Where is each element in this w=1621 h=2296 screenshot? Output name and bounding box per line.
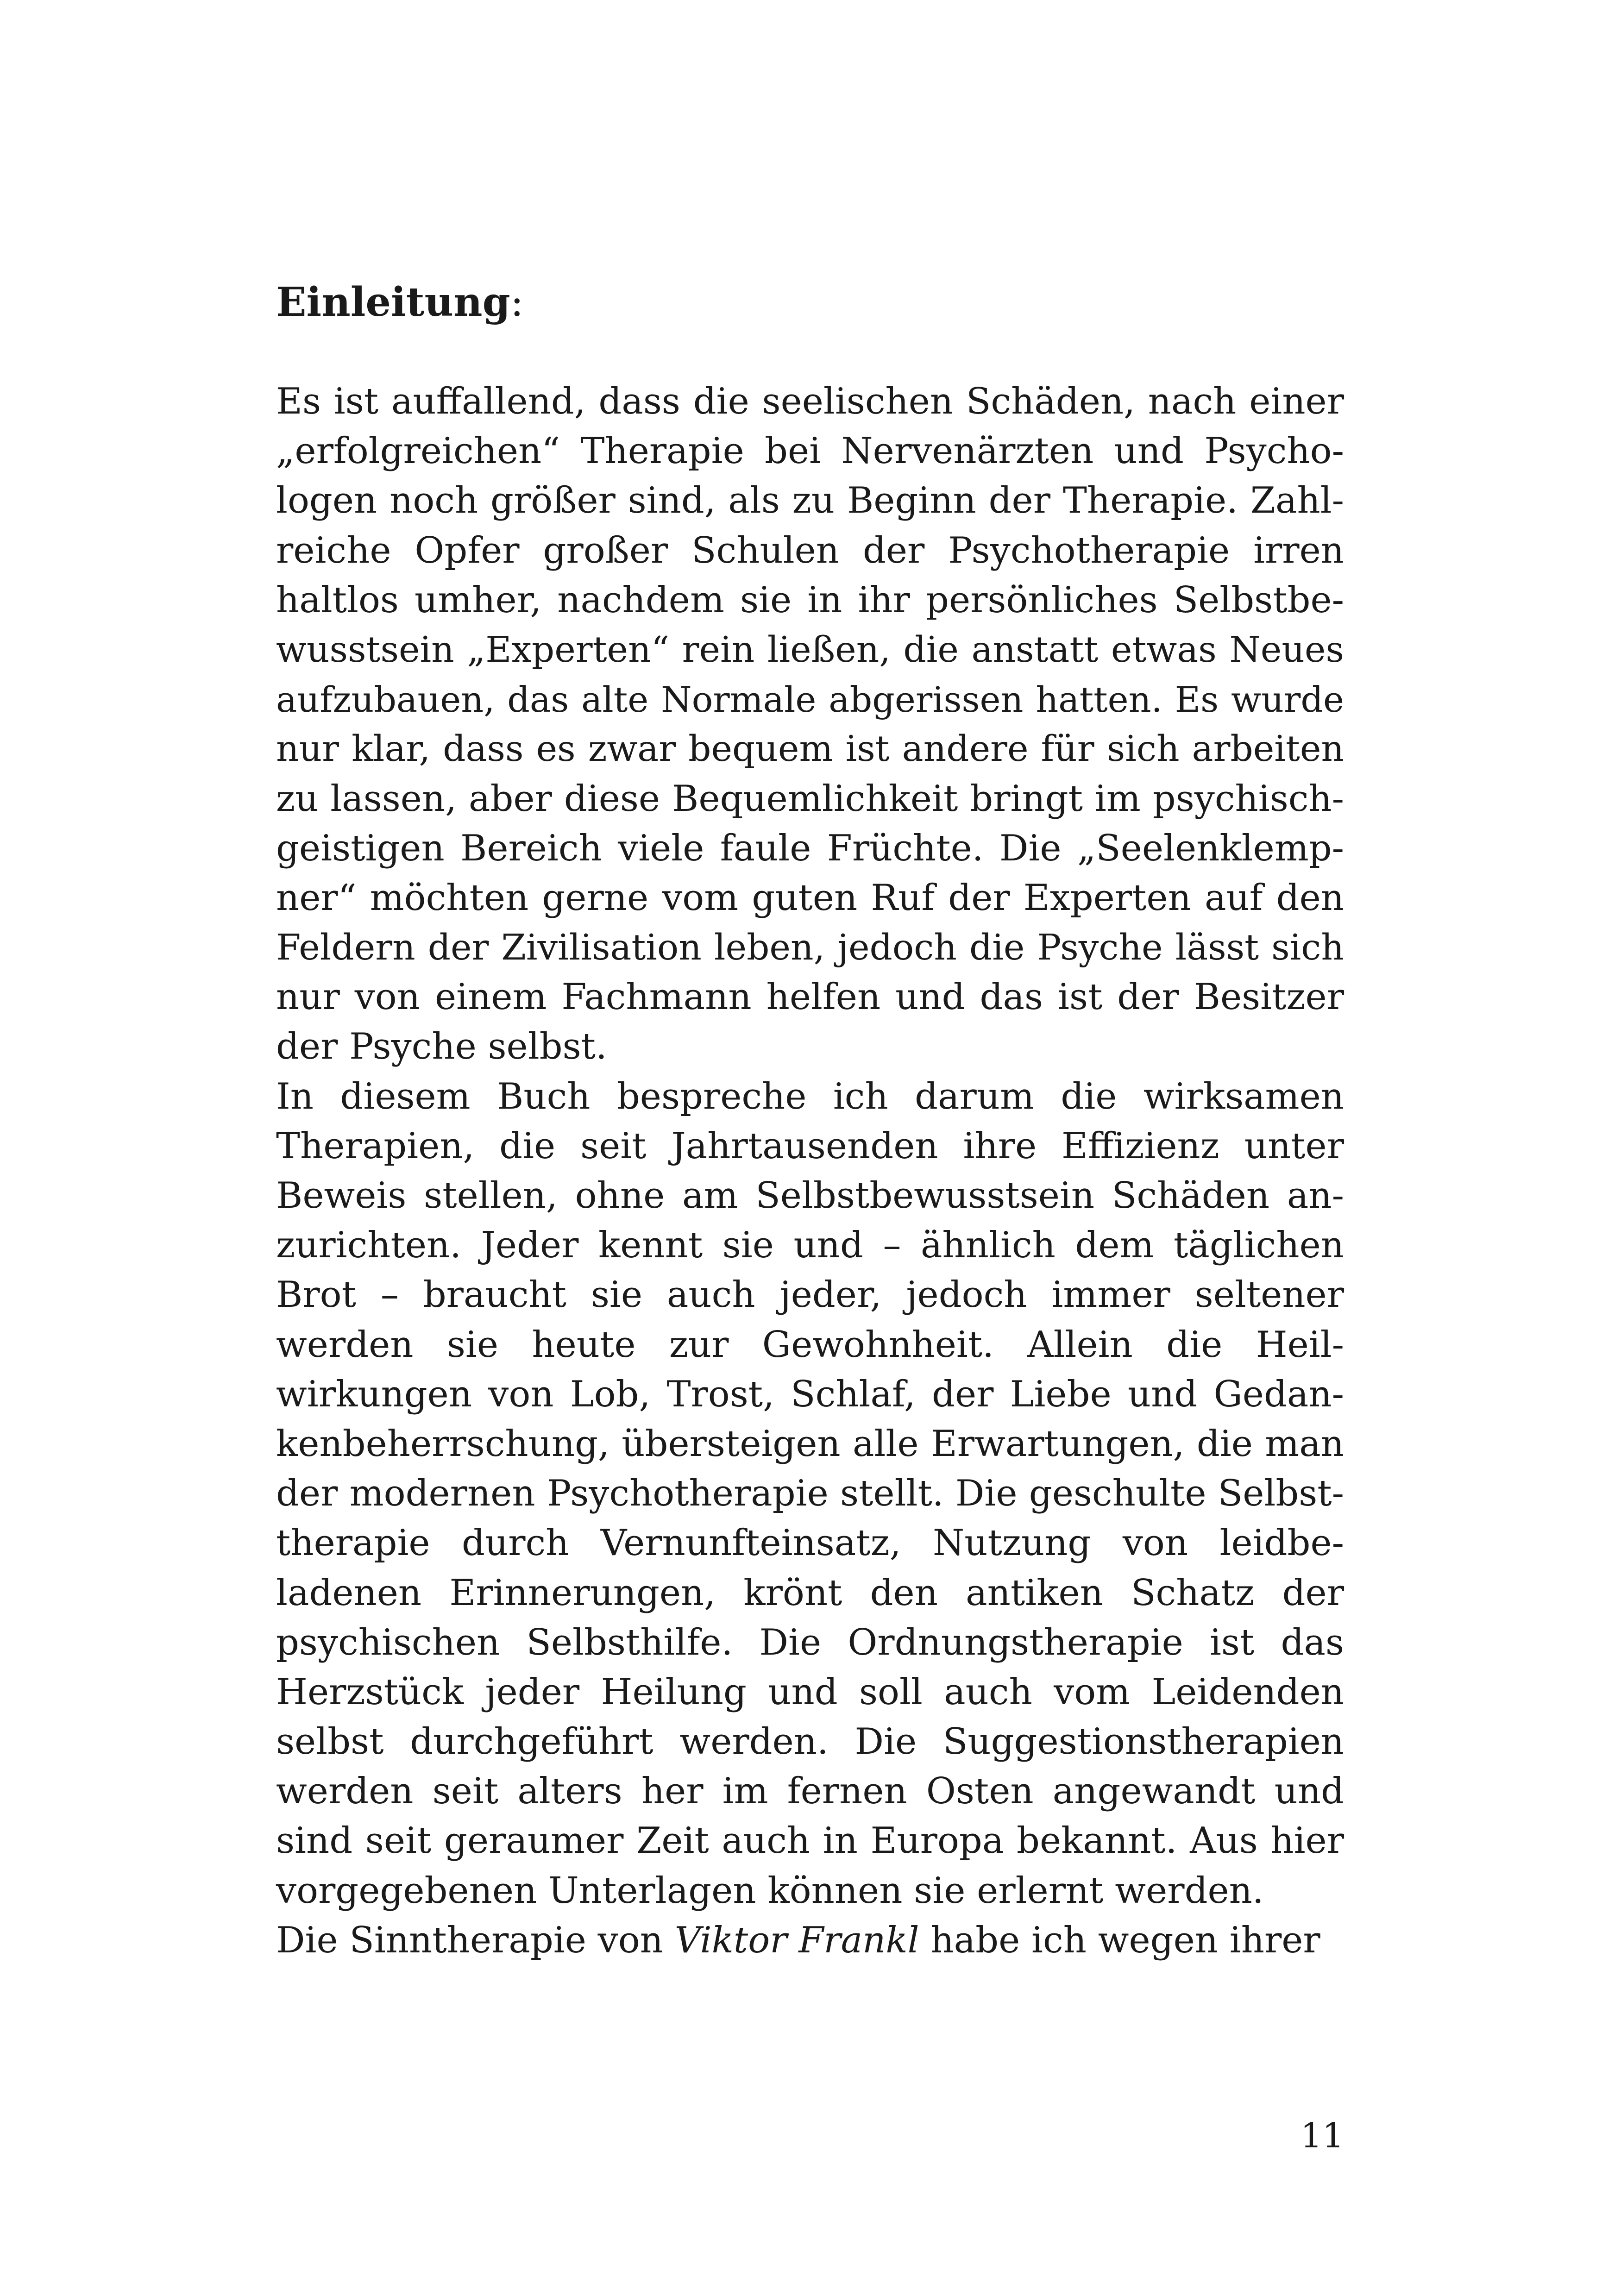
text-line: wirkungen von Lob, Trost, Schlaf, der Liebe und Gedan- — [276, 1373, 1344, 1415]
text-line: Herzstück jeder Heilung und soll auch vom Leidenden — [276, 1671, 1344, 1713]
text-line: In diesem Buch bespreche ich darum die wirksamen — [276, 1075, 1344, 1117]
text-line: haltlos umher, nachdem sie in ihr persönliches Selbstbe- — [276, 579, 1344, 621]
text-line: sind seit geraumer Zeit auch in Europa bekannt. Aus hier — [276, 1820, 1344, 1862]
text-line: ladenen Erinnerungen, krönt den antiken Schatz der — [276, 1572, 1344, 1614]
heading-title: Einleitung — [276, 279, 510, 326]
text-line: der Psyche selbst. — [276, 1026, 607, 1068]
text-line: psychischen Selbsthilfe. Die Ordnungstherapie ist das — [276, 1621, 1344, 1663]
text-line: vorgegebenen Unterlagen können sie erlernt werden. — [276, 1869, 1264, 1912]
text-line: ner“ möchten gerne vom guten Ruf der Experten auf den — [276, 877, 1344, 919]
text-line: geistigen Bereich viele faule Früchte. Die „Seelenklemp- — [276, 827, 1344, 869]
text-line: kenbeherrschung, übersteigen alle Erwartungen, die man — [276, 1423, 1344, 1465]
last-line-start: Die Sinntherapie von — [276, 1919, 675, 1961]
text-line: Es ist auffallend, dass die seelischen Schäden, nach einer — [276, 381, 1344, 422]
text-line: Therapien, die seit Jahrtausenden ihre Effizienz unter — [276, 1125, 1344, 1167]
text-line: der modernen Psychotherapie stellt. Die geschulte Selbst- — [276, 1473, 1344, 1515]
text-line: aufzubauen, das alte Normale abgerissen hatten. Es wurde — [276, 679, 1344, 721]
text-line: nur klar, dass es zwar bequem ist andere für sich arbeiten — [276, 728, 1344, 770]
chapter-heading — [276, 277, 524, 328]
text-line: therapie durch Vernunfteinsatz, Nutzung von leidbe- — [276, 1522, 1344, 1564]
author-name: Viktor Frankl — [674, 1919, 919, 1961]
text-line: zurichten. Jeder kennt sie und – ähnlich dem täglichen — [276, 1224, 1344, 1267]
text-line: reiche Opfer großer Schulen der Psychotherapie irren — [276, 529, 1344, 571]
body-text — [276, 377, 1344, 1965]
page-number: 11 — [1300, 2116, 1344, 2156]
text-line: wusstsein „Experten“ rein ließen, die anstatt etwas Neues — [276, 629, 1344, 671]
heading-colon: : — [510, 279, 524, 326]
text-line: werden seit alters her im fernen Osten angewandt und — [276, 1770, 1344, 1813]
text-line: nur von einem Fachmann helfen und das ist der Besitzer — [276, 976, 1344, 1018]
text-line: Beweis stellen, ohne am Selbstbewusstsein Schäden an- — [276, 1175, 1344, 1217]
text-line-last — [276, 1916, 1344, 1965]
text-line: selbst durchgeführt werden. Die Suggestionstherapien — [276, 1721, 1344, 1763]
text-line: zu lassen, aber diese Bequemlichkeit bringt im psychisch- — [276, 778, 1344, 820]
text-line: Brot – braucht sie auch jeder, jedoch immer seltener — [276, 1274, 1344, 1316]
text-line: werden sie heute zur Gewohnheit. Allein die Heil- — [276, 1324, 1344, 1366]
text-line: „erfolgreichen“ Therapie bei Nervenärzten und Psycho- — [276, 430, 1344, 472]
text-line: logen noch größer sind, als zu Beginn der Therapie. Zahl- — [276, 480, 1344, 522]
text-line: Feldern der Zivilisation leben, jedoch die Psyche lässt sich — [276, 927, 1344, 969]
last-line-end: habe ich wegen ihrer — [919, 1919, 1320, 1961]
